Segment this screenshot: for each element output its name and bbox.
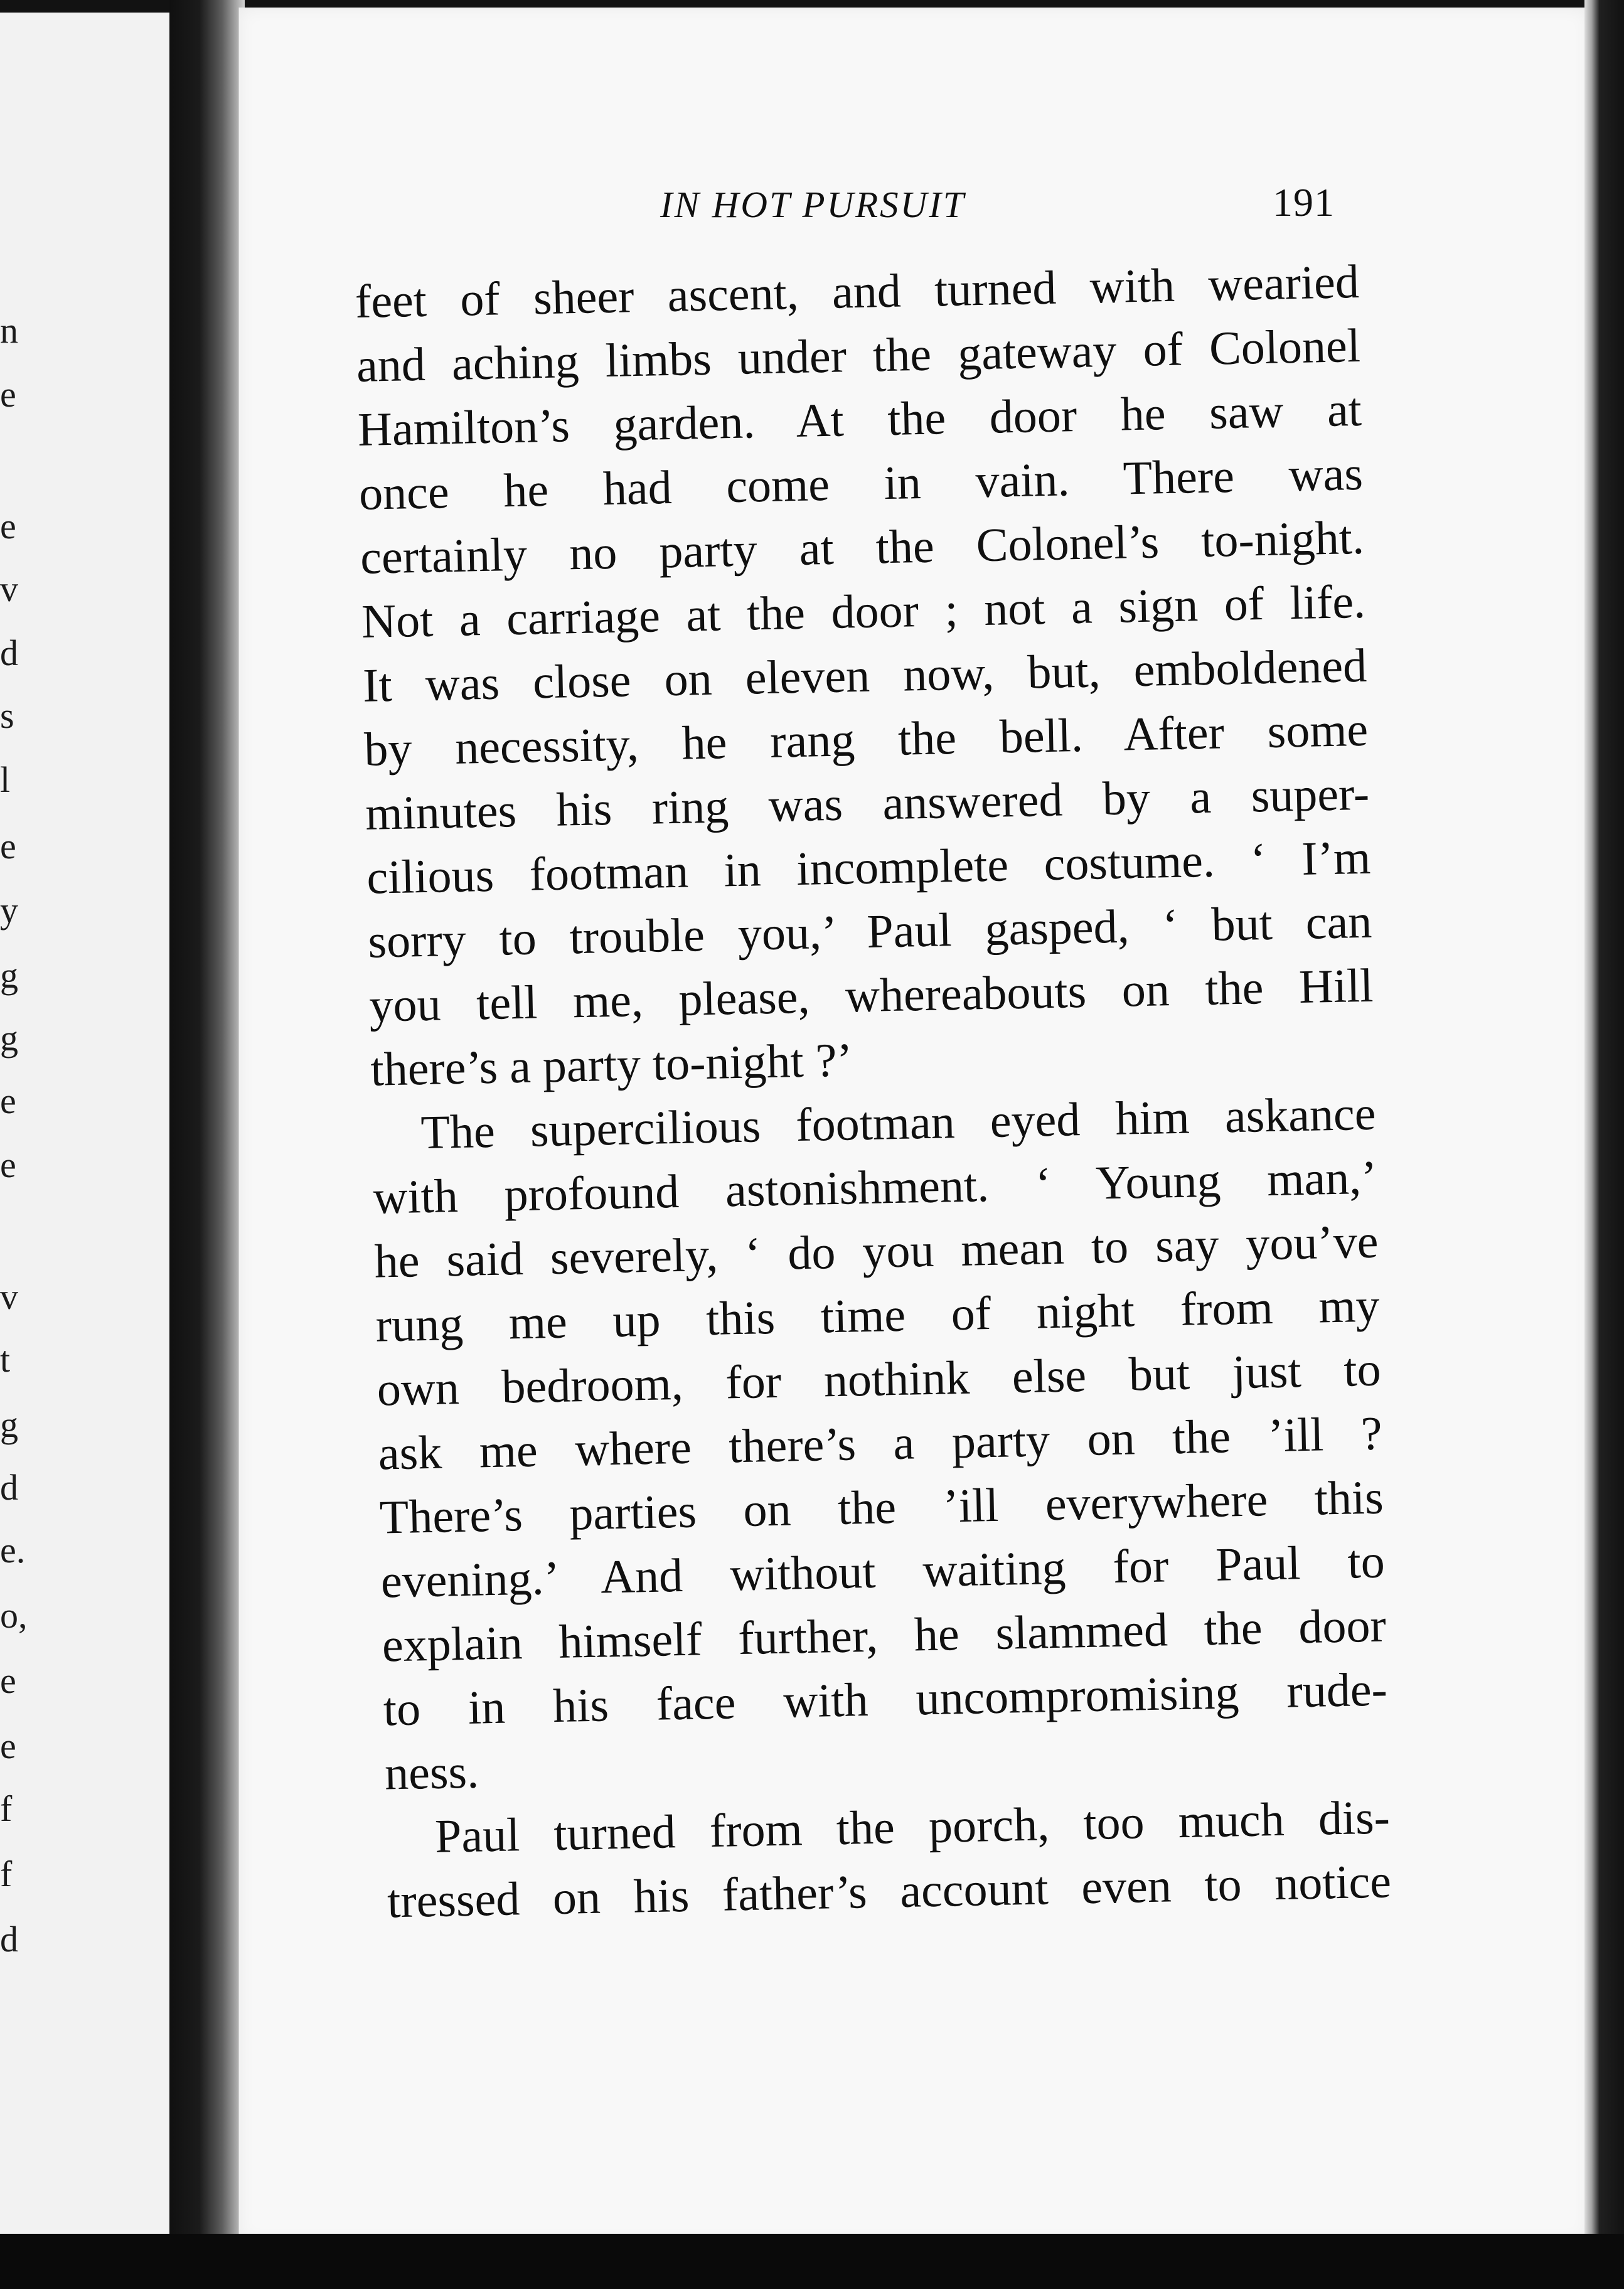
text-line: sorry to trouble you,’ Paul gasped, ‘ but can (367, 895, 1373, 968)
text-line: with profound astonishment. ‘ Young man,’ (372, 1151, 1378, 1224)
text-line: minutes his ring was answered by a super- (365, 767, 1370, 840)
left-page-fragment: v (0, 568, 18, 609)
text-line: evening.’ And without waiting for Paul to (380, 1535, 1386, 1608)
page-number: 191 (1273, 180, 1335, 225)
text-line: and aching limbs under the gateway of Colonel (356, 319, 1361, 392)
left-page-fragment: e. (0, 1530, 26, 1571)
text-line: The supercilious footman eyed him askance (420, 1087, 1377, 1160)
text-line: ask me where there’s a party on the ’ill ? (378, 1407, 1383, 1480)
text-line: own bedroom, for nothink else but just to (376, 1343, 1382, 1416)
scan-bottom-border (0, 2234, 1624, 2289)
left-page-fragment: o, (0, 1595, 28, 1636)
text-line: It was close on eleven now, but, emboldened (362, 639, 1367, 712)
text-line: explain himself further, he slammed the door (382, 1599, 1387, 1672)
text-line: there’s a party to-night ?’ (370, 1033, 853, 1096)
text-line: certainly no party at the Colonel’s to-night. (360, 511, 1365, 584)
left-page-fragment: e (0, 1080, 16, 1121)
left-page-fragment: g (0, 955, 18, 996)
text-line: feet of sheer ascent, and turned with wearied (355, 255, 1360, 328)
text-line: Paul turned from the porch, too much dis- (434, 1791, 1391, 1863)
left-page-fragment: g (0, 1018, 18, 1059)
running-head: IN HOT PURSUIT (660, 184, 966, 225)
left-page-fragment: n (0, 310, 18, 351)
page-edge-shadow (1584, 0, 1624, 2289)
left-page-fragment: d (0, 1919, 18, 1960)
left-page-fragment: l (0, 759, 11, 800)
left-page (0, 13, 190, 2234)
left-page-fragment: e (0, 826, 16, 867)
left-page-fragment: d (0, 1467, 18, 1508)
text-line: Hamilton’s garden. At the door he saw at (357, 383, 1362, 456)
left-page-fragment: e (0, 506, 16, 547)
text-line: to in his face with uncompromising rude- (383, 1663, 1388, 1736)
text-line: ness. (384, 1745, 479, 1800)
book-spine-shadow (169, 0, 245, 2289)
text-line: cilious footman in incomplete costume. ‘ I’m (366, 831, 1371, 904)
left-page-fragment: y (0, 890, 18, 931)
left-page-fragment: f (0, 1854, 13, 1894)
text-line: you tell me, please, whereabouts on the Hill (368, 959, 1374, 1032)
text-line: once he had come in vain. There was (358, 447, 1364, 520)
left-page-fragment: e (0, 374, 16, 415)
text-line: by necessity, he rang the bell. After some (363, 703, 1369, 776)
left-page-fragment: s (0, 695, 14, 736)
body-text (355, 250, 1392, 1934)
left-page-fragment: t (0, 1339, 11, 1380)
text-line: There’s parties on the ’ill everywhere this (379, 1471, 1384, 1544)
text-line: rung me up this time of night from my (375, 1279, 1381, 1352)
left-page-fragment: f (0, 1788, 13, 1829)
text-line: tressed on his father’s account even to notice (387, 1855, 1392, 1928)
left-page-fragment: v (0, 1276, 18, 1317)
left-page-fragment: e (0, 1726, 16, 1766)
text-line: he said severely, ‘ do you mean to say you’ve (373, 1215, 1379, 1288)
left-page-fragment: e (0, 1144, 16, 1185)
left-page-fragment: d (0, 632, 18, 673)
text-line: Not a carriage at the door ; not a sign of life. (361, 575, 1366, 648)
left-page-fragment: g (0, 1404, 18, 1445)
left-page-fragment: e (0, 1660, 16, 1701)
